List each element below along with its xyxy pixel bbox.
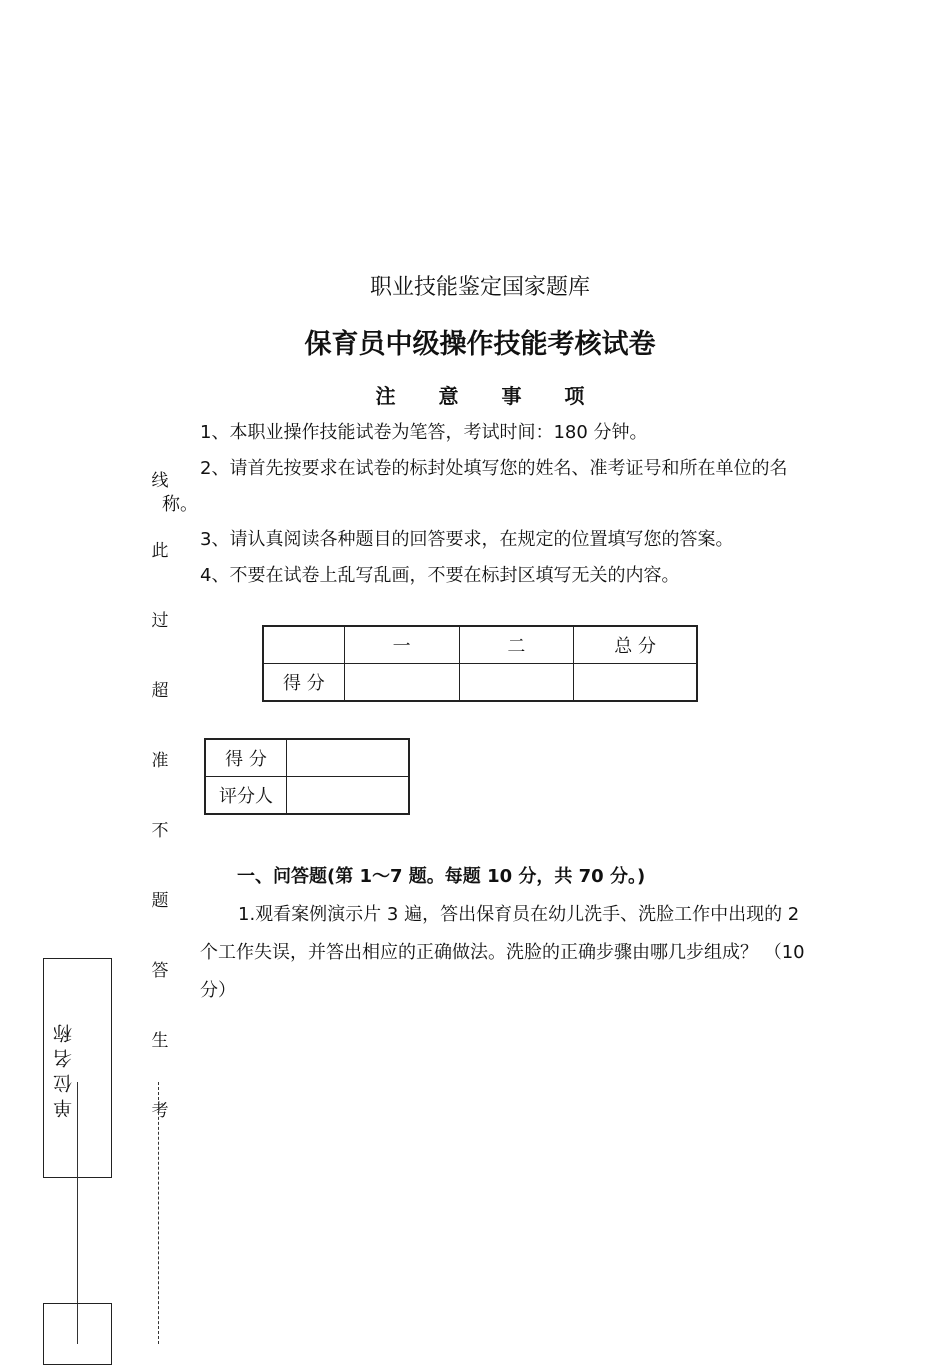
question-1-line-2: 个工作失误，并答出相应的正确做法。洗脸的正确步骤由哪几步组成？ （10 bbox=[200, 942, 805, 963]
exam-bank-subtitle: 职业技能鉴定国家题库 bbox=[369, 275, 590, 300]
exam-title: 保育员中级操作技能考核试卷 bbox=[304, 329, 656, 360]
notice-item-2-continued: 称。 bbox=[162, 494, 198, 515]
score-table-header-part-2: 二 bbox=[459, 626, 574, 664]
notice-item-1: 1、本职业操作技能试卷为笔答，考试时间：180 分钟。 bbox=[200, 422, 648, 443]
seal-char-9: 生 bbox=[151, 1031, 169, 1051]
grader-name-cell[interactable] bbox=[287, 777, 410, 815]
seal-dashed-line bbox=[158, 1082, 159, 1344]
seal-char-7: 题 bbox=[151, 891, 169, 911]
score-row-label: 得 分 bbox=[263, 664, 344, 702]
score-table-header-part-1: 一 bbox=[344, 626, 459, 664]
notice-heading: 注 意 事 项 bbox=[375, 384, 603, 408]
score-table bbox=[262, 625, 698, 702]
score-table-header-total: 总 分 bbox=[574, 626, 697, 664]
section-heading: 一、问答题(第 1～7 题。每题 10 分，共 70 分。) bbox=[237, 866, 646, 887]
score-table-score-row bbox=[263, 664, 697, 702]
grader-score-label: 得 分 bbox=[205, 739, 287, 777]
question-1-line-1: 1.观看案例演示片 3 遍，答出保育员在幼儿洗手、洗脸工作中出现的 2 bbox=[238, 904, 800, 925]
candidate-info-box[interactable] bbox=[43, 1303, 112, 1365]
grader-table bbox=[204, 738, 410, 815]
seal-char-1: 线 bbox=[151, 471, 169, 491]
grader-table-grader-row bbox=[205, 777, 409, 815]
seal-char-3: 过 bbox=[151, 611, 169, 631]
seal-char-6: 不 bbox=[151, 821, 169, 841]
seal-char-2: 此 bbox=[151, 541, 169, 561]
score-table-header-blank bbox=[263, 626, 344, 664]
notice-item-4: 4、不要在试卷上乱写乱画，不要在标封区填写无关的内容。 bbox=[200, 565, 680, 586]
unit-name-label: 单位名称 bbox=[53, 1018, 75, 1118]
seal-char-5: 准 bbox=[151, 751, 169, 771]
score-table-header-row bbox=[263, 626, 697, 664]
grader-score-cell[interactable] bbox=[287, 739, 410, 777]
notice-item-2: 2、请首先按要求在试卷的标封处填写您的姓名、准考证号和所在单位的名 bbox=[200, 458, 788, 479]
question-1-line-3: 分） bbox=[200, 980, 236, 1001]
notice-item-3: 3、请认真阅读各种题目的回答要求，在规定的位置填写您的答案。 bbox=[200, 529, 734, 550]
grader-table-score-row bbox=[205, 739, 409, 777]
score-cell-part-1[interactable] bbox=[344, 664, 459, 702]
score-cell-part-2[interactable] bbox=[459, 664, 574, 702]
grader-name-label: 评分人 bbox=[205, 777, 287, 815]
seal-char-4: 超 bbox=[151, 681, 169, 701]
seal-char-10: 考 bbox=[151, 1101, 169, 1121]
seal-char-8: 答 bbox=[151, 961, 169, 981]
score-cell-total[interactable] bbox=[574, 664, 697, 702]
